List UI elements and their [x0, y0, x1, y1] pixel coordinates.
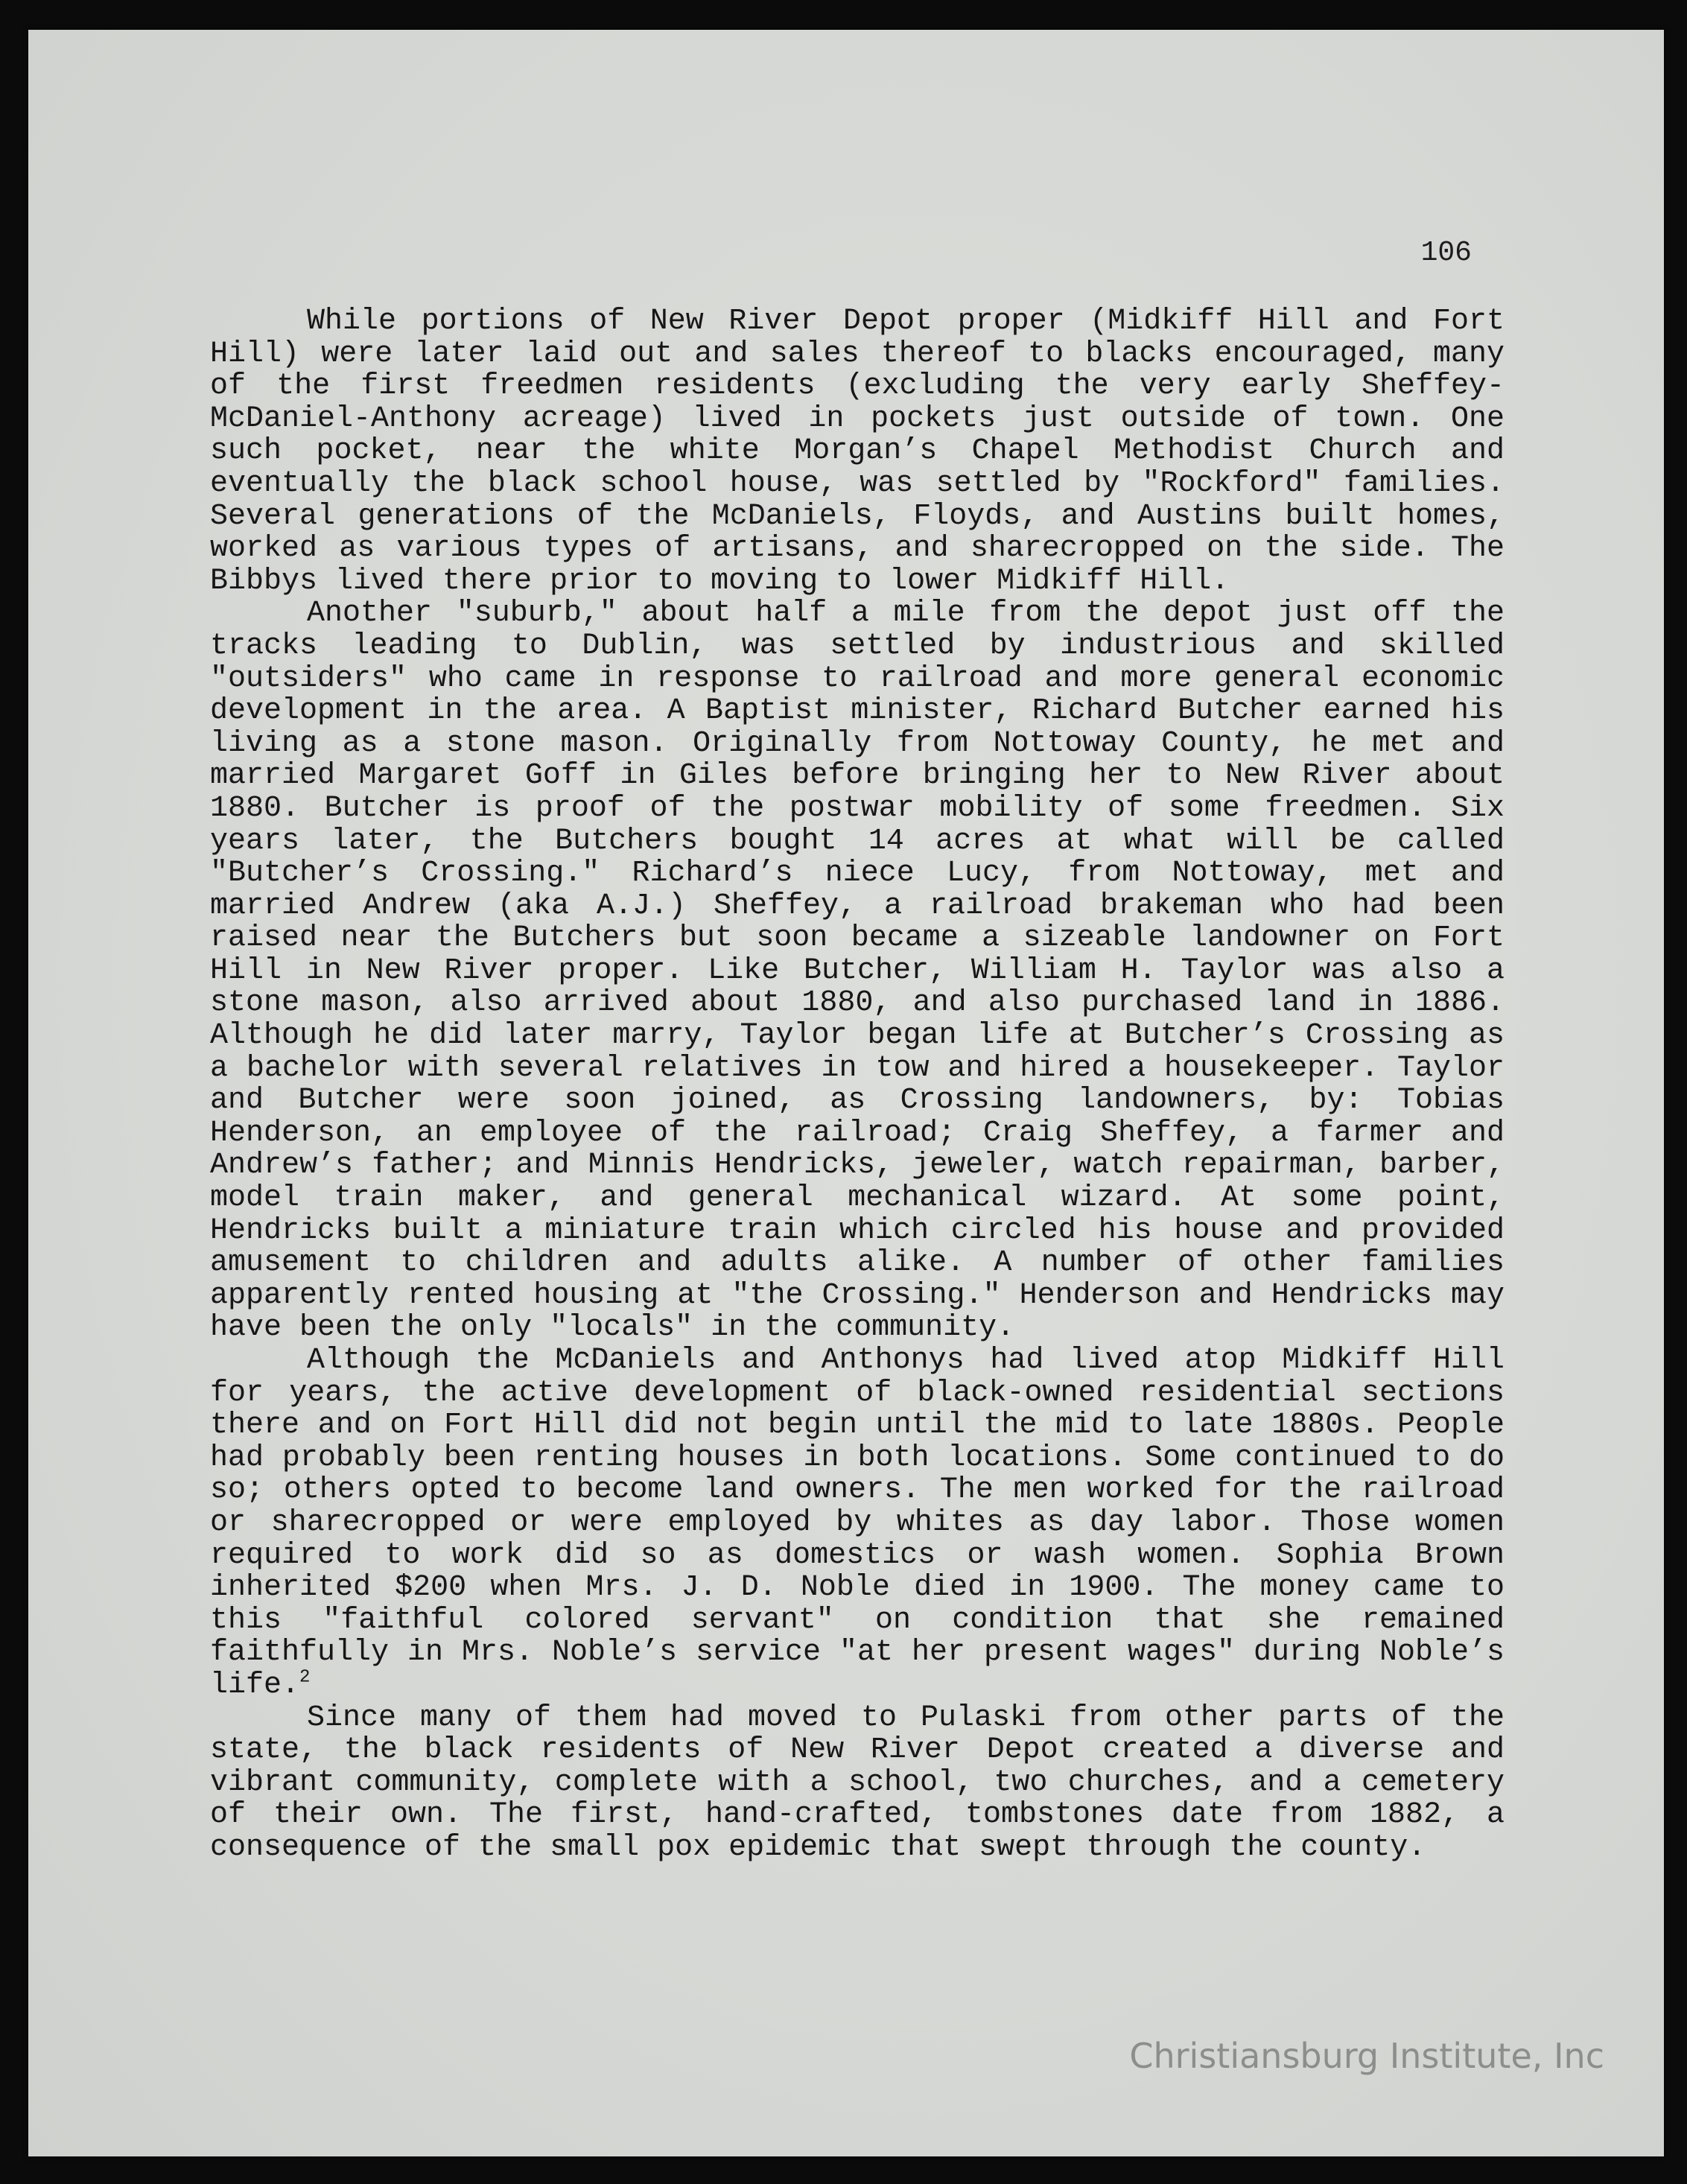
paragraph-2-text: Another "suburb," about half a mile from the depot just off the tracks leading to Dublin, was settled by industrious and skilled "outsiders" who came in response to railroad and more general economic development in the area. A Baptist minister, Richard Butcher earned his living as a stone mason. Originally from Nottoway County, he met and married Margaret Goff in Giles before bringing her to New River about 1880. Butcher is proof of the postwar mobility of some freedmen. Six years later, the Butchers bought 14 acres at what will be called "Butcher’s Crossing." Richard’s niece Lucy, from Nottoway, met and married Andrew (aka A.J.) Sheffey, a railroad brakeman who had been raised near the Butchers but soon became a sizeable landowner on Fort Hill in New River proper. Like Butcher, William H. Taylor was also a stone mason, also arrived about 1880, and also purchased land in 1886. Although he did later marry, Taylor began life at Butcher’s Crossing as a bachelor with several relatives in tow and hired a housekeeper. Taylor and Butcher were soon joined, as Crossing landowners, by: Tobias Henderson, an employee of the railroad; Craig Sheffey, a farmer and Andrew’s father; and Minnis Hendricks, jeweler, watch repairman, barber, model train maker, and general mechanical wizard. At some point, Hendricks built a miniature train which circled his house and provided amusement to children and adults alike. A number of other families apparently rented housing at "the Crossing." Henderson and Hendricks may have been the only "locals" in the community.: [210, 597, 1505, 1345]
footnote-marker: 2: [299, 1667, 311, 1688]
paragraph-1: [210, 305, 1505, 597]
paragraph-4: [210, 1702, 1505, 1864]
paragraph-2: [210, 597, 1505, 1345]
paragraph-1-text: While portions of New River Depot proper (Midkiff Hill and Fort Hill) were later laid out and sales thereof to blacks encouraged, many of the first freedmen residents (excluding the very early Sheffey-McDaniel-Anthony acreage) lived in pockets just outside of town. One such pocket, near the white Morgan’s Chapel Methodist Church and eventually the black school house, was settled by "Rockford" families. Several generations of the McDaniels, Floyds, and Austins built homes, worked as various types of artisans, and sharecropped on the side. The Bibbys lived there prior to moving to lower Midkiff Hill.: [210, 305, 1505, 598]
watermark: Christiansburg Institute, Inc: [1129, 2036, 1604, 2076]
body-text: [210, 305, 1505, 1864]
page-number: 106: [1420, 237, 1472, 269]
paragraph-4-text: Since many of them had moved to Pulaski from other parts of the state, the black residents of New River Depot created a diverse and vibrant community, complete with a school, two churches, and a cemetery of their own. The first, hand-crafted, tombstones date from 1882, a consequence of the small pox epidemic that swept through the county.: [210, 1701, 1505, 1864]
document-page: [28, 30, 1664, 2156]
paragraph-3: [210, 1345, 1505, 1702]
paragraph-3-text: Although the McDaniels and Anthonys had lived atop Midkiff Hill for years, the active development of black-owned residential sections there and on Fort Hill did not begin until the mid to late 1880s. People had probably been renting houses in both locations. Some continued to do so; others opted to become land owners. The men worked for the railroad or sharecropped or were employed by whites as day labor. Those women required to work did so as domestics or wash women. Sophia Brown inherited $200 when Mrs. J. D. Noble died in 1900. The money came to this "faithful colored servant" on condition that she remained faithfully in Mrs. Noble’s service "at her present wages" during Noble’s life.: [210, 1344, 1505, 1702]
